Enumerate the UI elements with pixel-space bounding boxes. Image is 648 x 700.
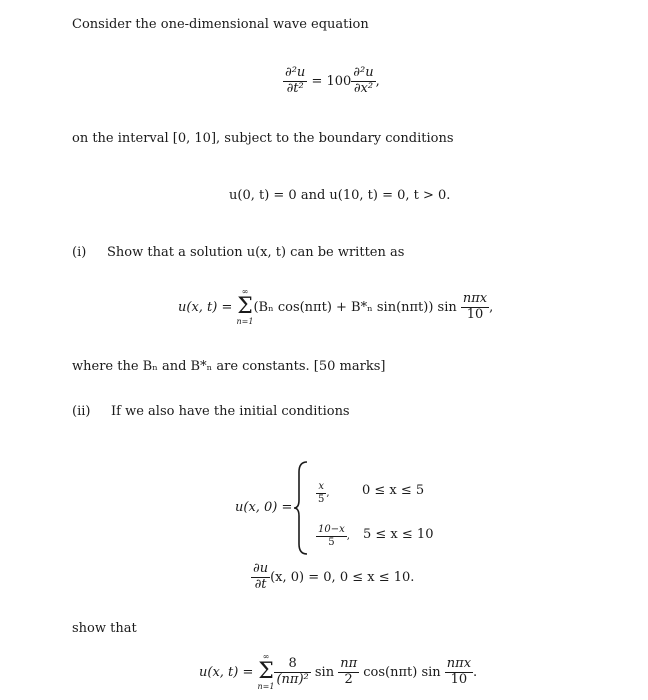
intro-text: Consider the one-dimensional wave equation [72,17,369,32]
boundary-conditions: u(0, t) = 0 and u(10, t) = 0, t > 0. [229,188,451,203]
interval-text: on the interval [0, 10], subject to the boundary conditions [72,131,454,146]
wave-equation: $\frac{\text{∂²u}}{\text{∂t²}}$ = 100 $\frac{\text{∂²u}}{\text{∂x²}}$ , [285,65,380,96]
sum-operator-final: ∞ Σ n=1 [257,652,275,691]
series-solution: u(x, t) = ∞ Σ n=1 (Bₙ cos(nπt) + B*ₙ sin(nπt)) sin $\frac{\text{nπx}}{10}$ , [178,287,494,326]
npix-over-10-fraction: $\frac{\text{nπx}}{10}$ [462,290,488,322]
where-text: where the Bₙ and B*ₙ are constants. [50 marks] [72,359,386,374]
d2u-dx2-fraction: $\frac{\text{∂²u}}{\text{∂x²}}$ [353,65,374,96]
show-that-text: show that [72,621,137,636]
left-brace [293,460,309,556]
du-dt-fraction: $\frac{\partial u}{\partial t}$ [253,561,269,592]
case-1-condition: 0 ≤ x ≤ 5 [362,483,425,498]
part-i-label: (i) [72,245,87,260]
sum-operator: ∞ Σ n=1 [236,287,254,326]
npix-over-10-fraction-final: $\frac{\text{nπx}}{10}$ [446,655,472,687]
coefficient-fraction: $\frac{8}{\text{(nπ)²}}$ [276,655,309,687]
part-ii-text: If we also have the initial conditions [111,404,350,419]
case-2-value: $\frac{10-x}{5}$ , [318,524,350,548]
part-i-text: Show that a solution u(x, t) can be written as [107,245,405,260]
part-ii-label: (ii) [72,404,91,419]
case-2-condition: 5 ≤ x ≤ 10 [363,527,434,542]
initial-velocity-condition: $\frac{\partial u}{\partial t}$ (x, 0) = 0, 0 ≤ x ≤ 10. [253,561,415,592]
npi-over-2-fraction: $\frac{n\pi}{2}$ [340,655,358,687]
final-solution: u(x, t) = ∞ Σ n=1 $\frac{8}{\text{(nπ)²}}$ sin $\frac{n\pi}{2}$ cos(nπt) sin $\frac{\text{nπx}}{10}$ . [199,652,478,691]
initial-condition-lhs: u(x, 0) = [235,500,293,515]
d2u-dt2-fraction: $\frac{\text{∂²u}}{\text{∂t²}}$ [285,65,306,96]
case-1-value: $\frac{x}{5}$ , [318,481,330,505]
